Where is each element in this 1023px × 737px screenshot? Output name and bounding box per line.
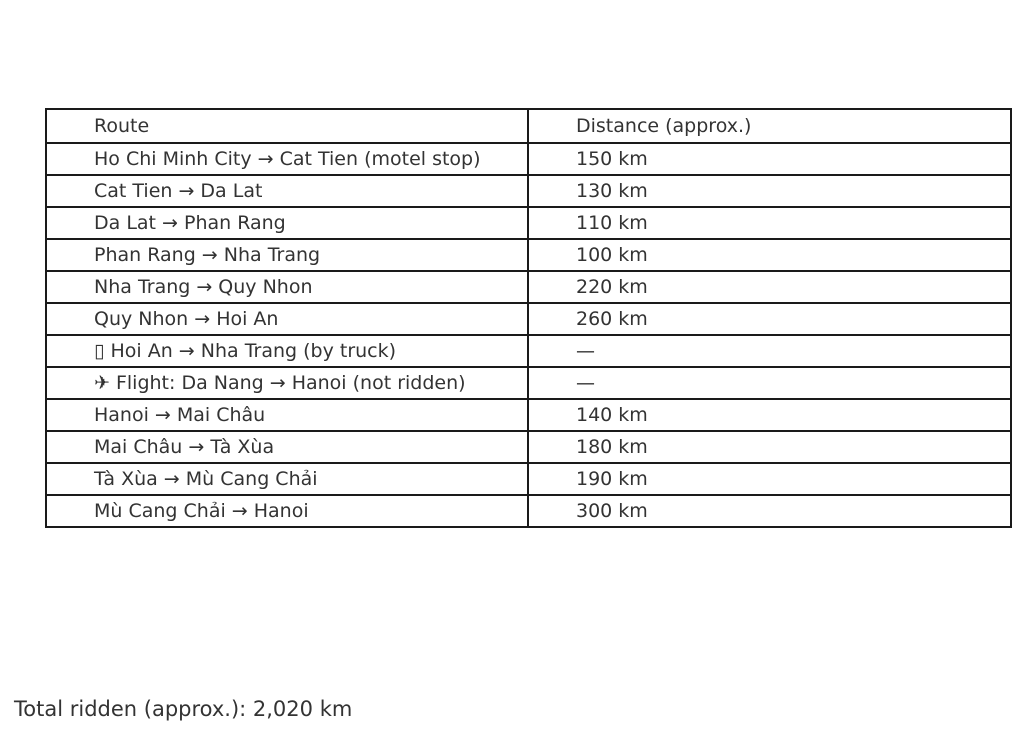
distance-cell: — (528, 335, 1011, 367)
table-row (46, 399, 1011, 431)
route-cell: Da Lat → Phan Rang (46, 207, 528, 239)
table-row (46, 271, 1011, 303)
column-header-distance: Distance (approx.) (528, 109, 1011, 143)
table-row (46, 495, 1011, 527)
route-cell: ▯ Hoi An → Nha Trang (by truck) (46, 335, 528, 367)
distance-cell: — (528, 367, 1011, 399)
route-cell: Tà Xùa → Mù Cang Chải (46, 463, 528, 495)
distance-cell: 140 km (528, 399, 1011, 431)
route-distance-table (45, 108, 1012, 528)
table-row (46, 303, 1011, 335)
distance-cell: 190 km (528, 463, 1011, 495)
table-row (46, 431, 1011, 463)
route-cell: Quy Nhon → Hoi An (46, 303, 528, 335)
distance-cell: 300 km (528, 495, 1011, 527)
route-cell: Phan Rang → Nha Trang (46, 239, 528, 271)
column-header-route: Route (46, 109, 528, 143)
table-header-row (46, 109, 1011, 143)
table-row (46, 175, 1011, 207)
table-row (46, 239, 1011, 271)
distance-cell: 220 km (528, 271, 1011, 303)
distance-cell: 150 km (528, 143, 1011, 175)
table-row (46, 207, 1011, 239)
route-cell: Cat Tien → Da Lat (46, 175, 528, 207)
distance-cell: 180 km (528, 431, 1011, 463)
route-cell: Hanoi → Mai Châu (46, 399, 528, 431)
distance-cell: 260 km (528, 303, 1011, 335)
distance-cell: 110 km (528, 207, 1011, 239)
route-cell: Mù Cang Chải → Hanoi (46, 495, 528, 527)
route-cell: Mai Châu → Tà Xùa (46, 431, 528, 463)
table-row (46, 335, 1011, 367)
distance-cell: 130 km (528, 175, 1011, 207)
table-row (46, 143, 1011, 175)
route-cell: ✈ Flight: Da Nang → Hanoi (not ridden) (46, 367, 528, 399)
table-row (46, 367, 1011, 399)
distance-cell: 100 km (528, 239, 1011, 271)
table-row (46, 463, 1011, 495)
route-cell: Ho Chi Minh City → Cat Tien (motel stop) (46, 143, 528, 175)
route-cell: Nha Trang → Quy Nhon (46, 271, 528, 303)
total-distance-summary: Total ridden (approx.): 2,020 km (14, 697, 353, 721)
